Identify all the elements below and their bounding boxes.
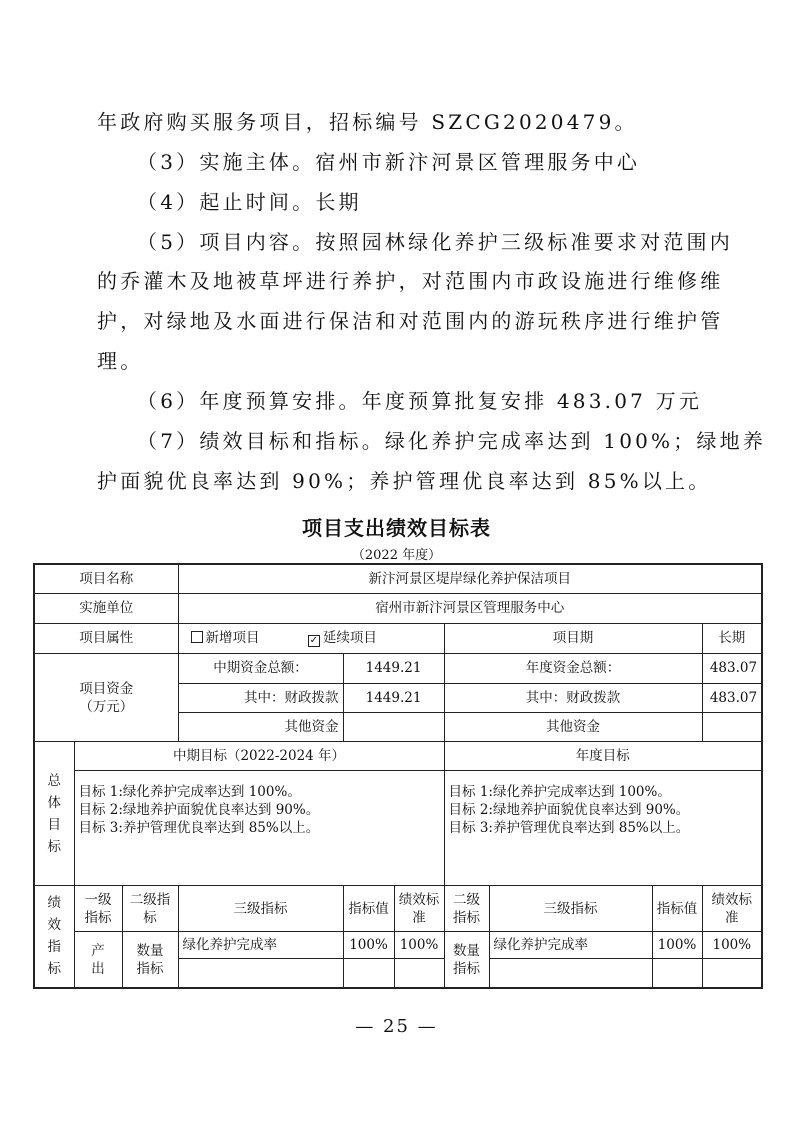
empty-cell bbox=[178, 959, 343, 988]
mid-goal-item: 目标 1:绿化养护完成率达到 100%。 bbox=[78, 784, 301, 801]
paragraph-line: （7）绩效目标和指标。绿化养护完成率达到 100%；绿地养 bbox=[137, 429, 767, 453]
mid-goal-item: 目标 3:养护管理优良率达到 85%以上。 bbox=[78, 820, 320, 837]
table-title: 项目支出绩效目标表 bbox=[302, 516, 491, 540]
mid-goal-item: 目标 2:绿地养护面貌优良率达到 90%。 bbox=[78, 802, 320, 819]
mid-other-value bbox=[343, 713, 444, 742]
empty-cell bbox=[394, 959, 444, 988]
indicator-value-b: 100% bbox=[652, 932, 702, 959]
indicator-standard: 100% bbox=[394, 932, 444, 959]
quantity-label-b: 数量指标 bbox=[444, 932, 489, 988]
year-total-value: 483.07 bbox=[702, 653, 762, 683]
col-header-value: 指标值 bbox=[343, 885, 394, 931]
mid-total-value: 1449.21 bbox=[343, 653, 444, 683]
col-header-level1: 一级指标 bbox=[74, 885, 122, 931]
mid-fiscal-label: 其中：财政拨款 bbox=[178, 684, 343, 713]
year-fiscal-label: 其中：财政拨款 bbox=[444, 684, 702, 713]
output-label: 产出 bbox=[74, 932, 122, 988]
paragraph-line: 年政府购买服务项目，招标编号 SZCG2020479。 bbox=[97, 110, 638, 134]
year-other-value bbox=[702, 713, 762, 742]
paragraph-line: （6）年度预算安排。年度预算批复安排 483.07 万元 bbox=[137, 389, 703, 413]
indicator-standard-b: 100% bbox=[702, 932, 762, 959]
continued-project-option[interactable] bbox=[308, 630, 377, 646]
attr-options bbox=[178, 623, 444, 653]
paragraph-line: 护，对绿地及水面进行保洁和对范围内的游玩秩序进行维护管 bbox=[97, 309, 724, 333]
year-goal-item: 目标 1:绿化养护完成率达到 100%。 bbox=[448, 784, 671, 801]
unit-value: 宿州市新汴河景区管理服务中心 bbox=[178, 593, 762, 623]
empty-cell bbox=[702, 959, 762, 988]
checkbox-checked-icon[interactable]: ✓ bbox=[309, 635, 319, 647]
col-header-standard: 绩效标准 bbox=[394, 885, 444, 931]
mid-fiscal-value: 1449.21 bbox=[343, 684, 444, 713]
funds-label: 项目资金 （万元） bbox=[34, 653, 178, 741]
performance-target-table bbox=[33, 563, 763, 989]
paragraph-line: 的乔灌木及地被草坪进行养护，对范围内市政设施进行维修维 bbox=[97, 269, 724, 293]
empty-cell bbox=[343, 959, 394, 988]
project-name-label: 项目名称 bbox=[34, 564, 178, 593]
indicator-name-b: 绿化养护完成率 bbox=[489, 932, 652, 959]
new-project-label: 新增项目 bbox=[205, 630, 260, 647]
project-name-value: 新汴河景区堤岸绿化养护保洁项目 bbox=[178, 564, 762, 593]
performance-indicator-label: 绩 效 指 标 bbox=[34, 885, 74, 988]
overall-goal-label: 总 体 目 标 bbox=[34, 742, 74, 886]
continued-project-label: 延续项目 bbox=[322, 630, 377, 647]
table-year: （2022 年度） bbox=[351, 548, 442, 563]
period-value: 长期 bbox=[702, 623, 762, 653]
year-total-label: 年度资金总额： bbox=[444, 653, 702, 683]
col-header-level3-b: 三级指标 bbox=[489, 885, 652, 931]
col-header-level2-b: 二级指标 bbox=[444, 885, 489, 931]
quantity-label: 数量指标 bbox=[122, 932, 178, 988]
period-label: 项目期 bbox=[444, 623, 702, 653]
unit-label: 实施单位 bbox=[34, 593, 178, 623]
indicator-value: 100% bbox=[343, 932, 394, 959]
page-number: — 25 — bbox=[355, 1016, 438, 1037]
checkbox-icon[interactable] bbox=[191, 631, 203, 643]
empty-cell bbox=[652, 959, 702, 988]
year-goal-header: 年度目标 bbox=[444, 742, 762, 771]
year-goals bbox=[444, 771, 762, 886]
mid-total-label: 中期资金总额： bbox=[178, 653, 343, 683]
year-other-label: 其他资金 bbox=[444, 713, 702, 742]
year-fiscal-value: 483.07 bbox=[702, 684, 762, 713]
mid-other-label: 其他资金 bbox=[178, 713, 343, 742]
indicator-name: 绿化养护完成率 bbox=[178, 932, 343, 959]
paragraph-line: 护面貌优良率达到 90%；养护管理优良率达到 85%以上。 bbox=[97, 469, 712, 493]
new-project-option[interactable] bbox=[191, 630, 260, 646]
col-header-level2: 二级指标 bbox=[122, 885, 178, 931]
paragraph-line: （3）实施主体。宿州市新汴河景区管理服务中心 bbox=[137, 150, 641, 174]
paragraph-line: 理。 bbox=[97, 349, 144, 373]
mid-goal-header: 中期目标（2022-2024 年） bbox=[74, 742, 444, 771]
year-goal-item: 目标 2:绿地养护面貌优良率达到 90%。 bbox=[448, 802, 690, 819]
attr-label: 项目属性 bbox=[34, 623, 178, 653]
col-header-value-b: 指标值 bbox=[652, 885, 702, 931]
col-header-level3: 三级指标 bbox=[178, 885, 343, 931]
year-goal-item: 目标 3:养护管理优良率达到 85%以上。 bbox=[448, 820, 690, 837]
paragraph-line: （5）项目内容。按照园林绿化养护三级标准要求对范围内 bbox=[137, 230, 733, 254]
paragraph-line: （4）起止时间。长期 bbox=[137, 190, 362, 214]
mid-goals bbox=[74, 771, 444, 886]
empty-cell bbox=[489, 959, 652, 988]
col-header-standard-b: 绩效标准 bbox=[702, 885, 762, 931]
